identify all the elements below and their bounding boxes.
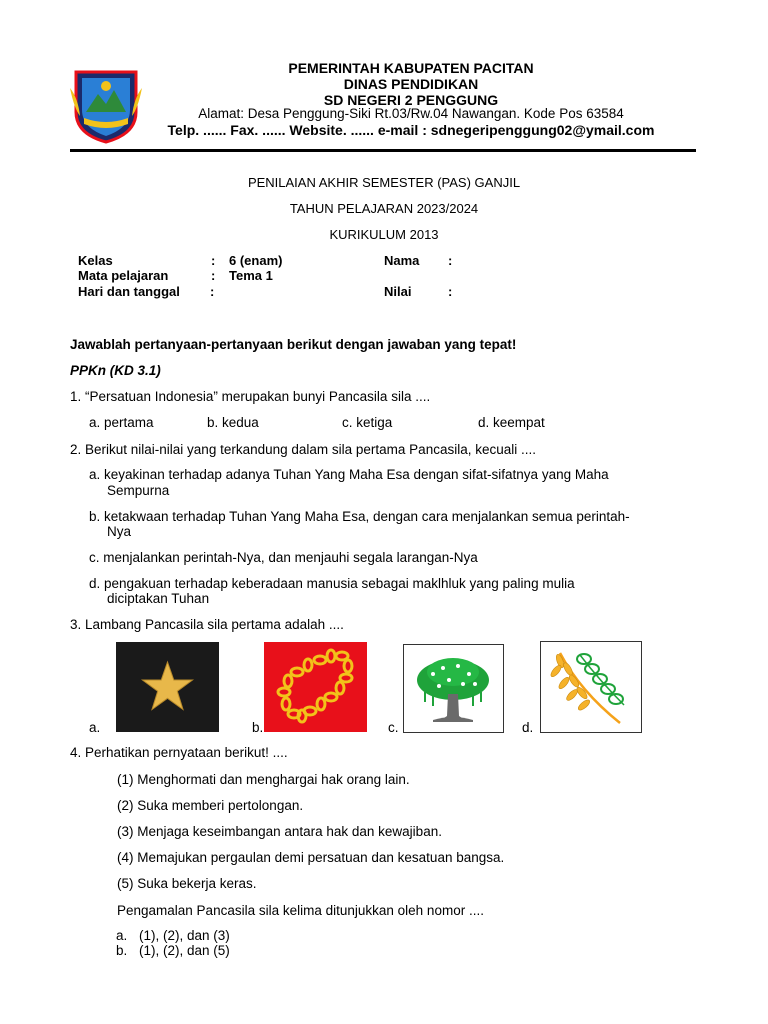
q2-option-c: c. menjalankan perintah-Nya, dan menjauhi segala larangan-Nya (89, 550, 478, 565)
q4-statement-5: (5) Suka bekerja keras. (117, 876, 257, 891)
q4-option-b-letter: b. (116, 943, 128, 958)
question-2: 2. Berikut nilai-nilai yang terkandung dalam sila pertama Pancasila, kecuali .... (70, 442, 536, 457)
q2-option-d: d. pengakuan terhadap keberadaan manusia sebagai maklhluk yang paling mulia (89, 576, 575, 591)
header-school: SD NEGERI 2 PENGGUNG (323, 92, 499, 108)
q2-option-d-cont: diciptakan Tuhan (107, 591, 210, 606)
q4-statement-4: (4) Memajukan pergaulan demi persatuan dan kesatuan bangsa. (117, 850, 505, 865)
header-department: DINAS PENDIDIKAN (343, 76, 479, 92)
q4-prompt: Pengamalan Pancasila sila kelima ditunjukkan oleh nomor .... (117, 903, 484, 918)
mapel-value: Tema 1 (229, 268, 273, 283)
header-contact: Telp. ...... Fax. ...... Website. ...... e-mail : sdnegeripenggung02@ymail.com (167, 122, 655, 138)
chain-symbol-icon (264, 642, 367, 732)
q3-option-a: a. (89, 720, 101, 735)
q1-option-a: a. pertama (89, 415, 154, 430)
rice-cotton-icon (540, 641, 642, 733)
exam-curriculum: KURIKULUM 2013 (329, 227, 439, 242)
q2-option-b-cont: Nya (107, 524, 132, 539)
kelas-colon: : (211, 253, 216, 268)
q4-option-a: (1), (2), dan (3) (139, 928, 230, 943)
star-symbol-icon (116, 642, 219, 732)
q4-option-b: (1), (2), dan (5) (139, 943, 230, 958)
header-address: Alamat: Desa Penggung-Siki Rt.03/Rw.04 Nawangan. Kode Pos 63584 (198, 106, 624, 121)
q4-option-a-letter: a. (116, 928, 128, 943)
exam-title: PENILAIAN AKHIR SEMESTER (PAS) GANJIL (247, 175, 521, 190)
q1-option-c: c. ketiga (342, 415, 393, 430)
q2-option-a-cont: Sempurna (107, 483, 170, 498)
q3-option-d: d. (522, 720, 534, 735)
q2-option-a: a. keyakinan terhadap adanya Tuhan Yang Maha Esa dengan sifat-sifatnya yang Maha (89, 467, 609, 482)
q3-option-c: c. (388, 720, 399, 735)
nama-label: Nama (384, 253, 420, 268)
nilai-colon: : (448, 284, 453, 299)
mapel-colon: : (211, 268, 216, 283)
header-government: PEMERINTAH KABUPATEN PACITAN (288, 60, 534, 76)
q1-option-b: b. kedua (207, 415, 259, 430)
q1-option-d: d. keempat (478, 415, 545, 430)
nama-colon: : (448, 253, 453, 268)
kelas-value: 6 (enam) (229, 253, 283, 268)
mapel-label: Mata pelajaran (78, 268, 169, 283)
q4-statement-1: (1) Menghormati dan menghargai hak orang lain. (117, 772, 410, 787)
hari-colon: : (210, 284, 215, 299)
banyan-tree-icon (403, 644, 504, 733)
q4-statement-3: (3) Menjaga keseimbangan antara hak dan kewajiban. (117, 824, 442, 839)
nilai-label: Nilai (384, 284, 412, 299)
section-title: PPKn (KD 3.1) (70, 363, 161, 378)
exam-year: TAHUN PELAJARAN 2023/2024 (289, 201, 479, 216)
instruction: Jawablah pertanyaan-pertanyaan berikut dengan jawaban yang tepat! (70, 337, 517, 352)
header-divider (70, 149, 696, 152)
kelas-label: Kelas (78, 253, 113, 268)
q4-statement-2: (2) Suka memberi pertolongan. (117, 798, 304, 813)
question-1: 1. “Persatuan Indonesia” merupakan bunyi Pancasila sila .... (70, 389, 431, 404)
q3-option-b: b. (252, 720, 264, 735)
question-4: 4. Perhatikan pernyataan berikut! .... (70, 745, 288, 760)
question-3: 3. Lambang Pancasila sila pertama adalah .... (70, 617, 344, 632)
hari-label: Hari dan tanggal (78, 284, 180, 299)
q2-option-b: b. ketakwaan terhadap Tuhan Yang Maha Esa, dengan cara menjalankan semua perintah- (89, 509, 630, 524)
